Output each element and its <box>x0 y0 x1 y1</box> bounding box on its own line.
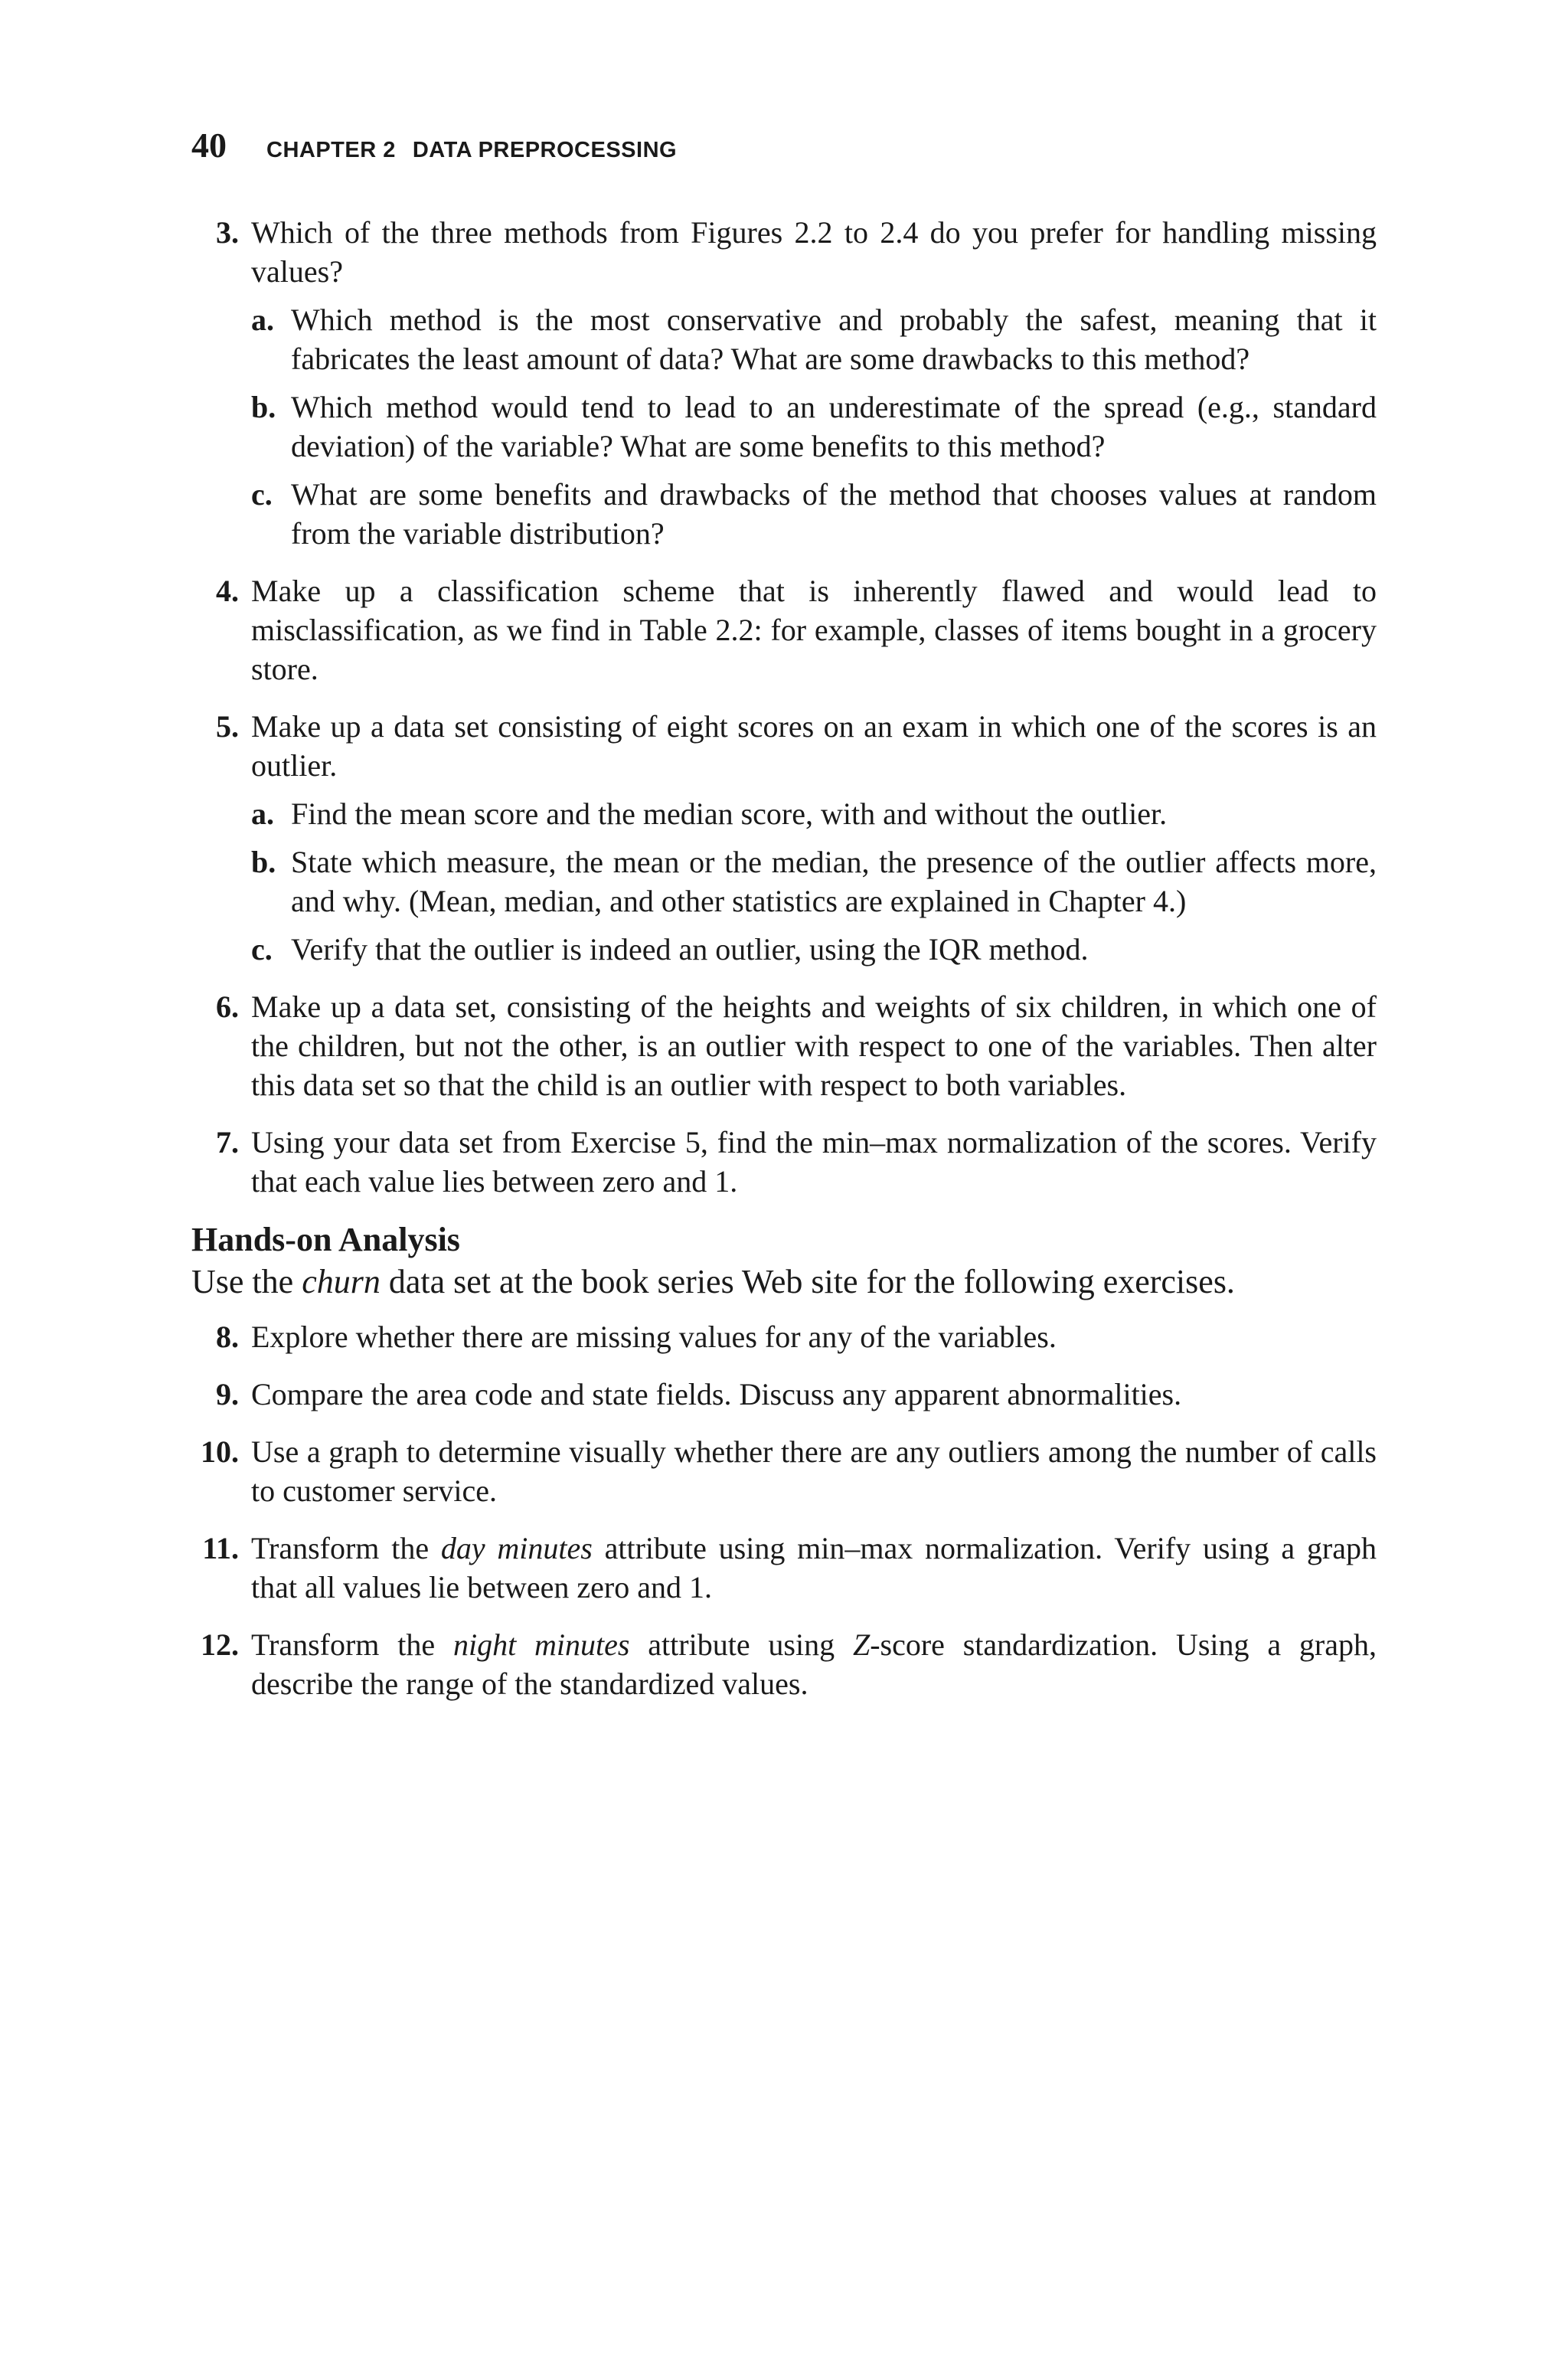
running-head <box>191 125 677 171</box>
section-heading: Hands-on Analysis <box>191 1221 460 1258</box>
exercise-text: Make up a data set consisting of eight scores on an exam in which one of the scores is an outlier. <box>251 709 1377 783</box>
chapter-heading <box>266 138 677 163</box>
exercise-number: 9. <box>216 1377 239 1411</box>
sub-question-letter: a. <box>251 303 274 337</box>
exercise-number: 10. <box>201 1434 239 1469</box>
intro-text: data set at the book series Web site for the following exercises. <box>380 1263 1235 1300</box>
text-segment: attribute using min–max normalization. Verify using a graph that all values lie between zero and 1. <box>251 1531 1377 1604</box>
sub-question-3a <box>251 300 1377 378</box>
exercise-4 <box>191 571 1377 688</box>
exercise-5 <box>191 707 1377 969</box>
exercise-text: Use a graph to determine visually whether there are any outliers among the number of calls to customer service. <box>251 1434 1377 1508</box>
sub-question-5c <box>251 930 1377 969</box>
exercise-12 <box>191 1625 1377 1703</box>
sub-question-letter: a. <box>251 796 274 831</box>
attribute-name: day minutes <box>440 1531 593 1565</box>
sub-question-letter: b. <box>251 390 276 424</box>
text-segment: Transform the <box>251 1627 453 1662</box>
sub-question-text: Find the mean score and the median score, with and without the outlier. <box>291 796 1168 831</box>
attribute-name: night minutes <box>452 1627 630 1662</box>
page-number: 40 <box>191 126 227 165</box>
sub-question-list <box>251 300 1377 553</box>
sub-question-text: Which method is the most conservative and probably the safest, meaning that it fabricates the least amount of data? What are some drawbacks to this method? <box>291 303 1377 376</box>
sub-question-letter: c. <box>251 477 273 512</box>
exercise-6 <box>191 987 1377 1104</box>
z-symbol: Z <box>852 1627 871 1662</box>
text-segment: Transform the <box>251 1531 441 1565</box>
exercise-7 <box>191 1123 1377 1201</box>
intro-text: Use the <box>191 1263 302 1300</box>
exercise-number: 3. <box>216 215 239 250</box>
exercise-text <box>251 1625 1377 1703</box>
exercise-number: 12. <box>201 1627 239 1662</box>
sub-question-3b <box>251 388 1377 466</box>
page-content <box>191 213 1377 1722</box>
sub-question-5a <box>251 794 1377 833</box>
text-segment: -score standardization. Using a graph, describe the range of the standardized values. <box>251 1627 1377 1701</box>
exercise-text: Compare the area code and state fields. Discuss any apparent abnormalities. <box>251 1377 1182 1411</box>
sub-question-text: Verify that the outlier is indeed an outlier, using the IQR method. <box>291 932 1089 966</box>
intro-dataset-name: churn <box>302 1263 381 1300</box>
exercise-number: 4. <box>216 574 239 608</box>
exercise-text: Using your data set from Exercise 5, find the min–max normalization of the scores. Verify that each value lies between zero and 1. <box>251 1125 1377 1199</box>
exercise-text <box>251 1529 1377 1607</box>
exercise-11 <box>191 1529 1377 1607</box>
exercise-3 <box>191 213 1377 553</box>
exercise-number: 11. <box>202 1531 239 1565</box>
sub-question-5b <box>251 842 1377 921</box>
section-intro <box>191 1261 1377 1303</box>
sub-question-3c <box>251 475 1377 553</box>
exercise-number: 7. <box>216 1125 239 1159</box>
chapter-title: DATA PREPROCESSING <box>412 138 678 162</box>
exercise-number: 8. <box>216 1320 239 1354</box>
sub-question-text: State which measure, the mean or the median, the presence of the outlier affects more, and why. (Mean, median, and other statistics are explained in Chapter 4.) <box>291 845 1377 918</box>
exercise-text: Which of the three methods from Figures 2.2 to 2.4 do you prefer for handling missing values? <box>251 215 1377 289</box>
chapter-label: CHAPTER 2 <box>266 138 396 162</box>
exercise-number: 5. <box>216 709 239 744</box>
exercise-text: Explore whether there are missing values for any of the variables. <box>251 1320 1057 1354</box>
exercise-text: Make up a data set, consisting of the heights and weights of six children, in which one of the children, but not the other, is an outlier with respect to one of the variables. Then alter this data set so that the child is an outlier with respect to both variables. <box>251 989 1377 1102</box>
exercise-10 <box>191 1432 1377 1510</box>
exercise-number: 6. <box>216 989 239 1024</box>
exercise-text: Make up a classification scheme that is inherently flawed and would lead to misclassification, as we find in Table 2.2: for example, classes of items bought in a grocery store. <box>251 574 1377 686</box>
exercise-8 <box>191 1317 1377 1356</box>
sub-question-text: What are some benefits and drawbacks of the method that chooses values at random from the variable distribution? <box>291 477 1377 551</box>
text-segment: attribute using <box>629 1627 853 1662</box>
exercise-9 <box>191 1375 1377 1414</box>
sub-question-text: Which method would tend to lead to an underestimate of the spread (e.g., standard deviation) of the variable? What are some benefits to this method? <box>291 390 1377 463</box>
sub-question-letter: b. <box>251 845 276 879</box>
sub-question-list <box>251 794 1377 969</box>
sub-question-letter: c. <box>251 932 273 966</box>
